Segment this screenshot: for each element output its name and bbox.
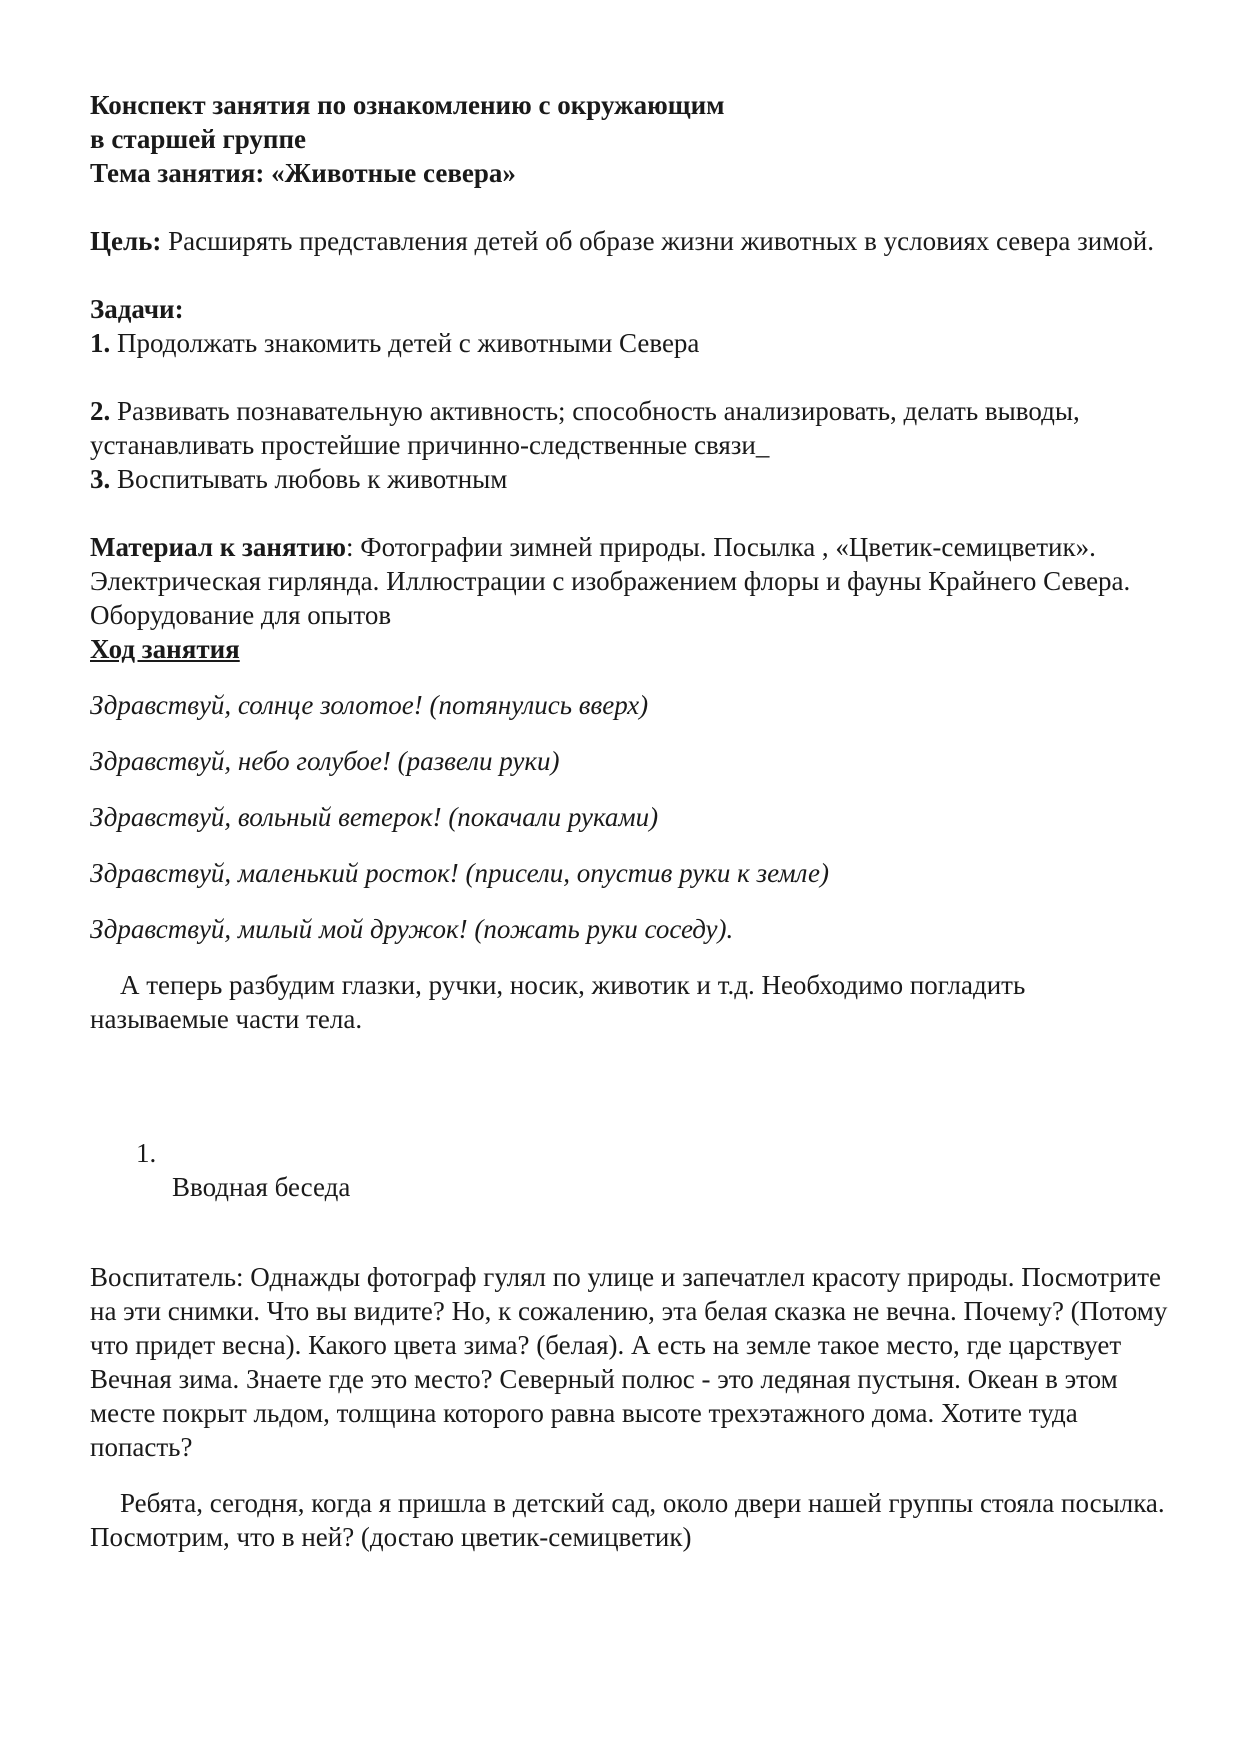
task-text: Воспитывать любовь к животным xyxy=(110,464,508,494)
document-page xyxy=(90,88,1175,1554)
greeting-line: Здравствуй, солнце золотое! (потянулись вверх) xyxy=(90,690,649,720)
material-label: Материал к занятию xyxy=(90,532,347,562)
material-text: : Фотографии зимней природы. Посылка , «Цветик-семицветик». Электрическая гирлянда. Иллюстрации с изображением флоры и фауны Крайнего Севера. Оборудование для опытов xyxy=(90,532,1138,630)
greeting-line: Здравствуй, маленький росток! (присели, опустив руки к земле) xyxy=(90,858,830,888)
greeting-line: Здравствуй, вольный ветерок! (покачали руками) xyxy=(90,802,659,832)
task-text: Развивать познавательную активность; способность анализировать, делать выводы, устанавливать простейшие причинно-следственные связи_ xyxy=(90,396,1087,460)
task-item-2 xyxy=(90,394,1170,462)
goal-label: Цель: xyxy=(90,226,162,256)
wakeup-paragraph: А теперь разбудим глазки, ручки, носик, животик и т.д. Необходимо погладить называемые части тела. xyxy=(90,970,1033,1034)
task-number: 2. xyxy=(90,396,111,426)
title-line-1: Конспект занятия по ознакомлению с окружающим xyxy=(90,90,725,120)
section-title: Вводная беседа xyxy=(172,1172,351,1202)
tasks-heading: Задачи: xyxy=(90,294,184,324)
title-line-2: в старшей группе xyxy=(90,124,307,154)
task-item-1 xyxy=(90,326,1170,360)
task-text: Продолжать знакомить детей с животными Севера xyxy=(110,328,700,358)
goal-paragraph xyxy=(90,224,1170,258)
task-item-3 xyxy=(90,462,1170,496)
greeting-line: Здравствуй, милый мой дружок! (пожать руки соседу). xyxy=(90,914,734,944)
teacher-paragraph: Воспитатель: Однажды фотограф гулял по улице и запечатлел красоту природы. Посмотрите на эти снимки. Что вы видите? Но, к сожалению, эта белая сказка не вечна. Почему? (Потому что придет весна). Какого цвета зима? (белая). А есть на земле такое место, где царствует Вечная зима. Знаете где это место? Северный полюс - это ледяная пустыня. Океан в этом месте покрыт льдом, толщина которого равна высоте трехэтажного дома. Хотите туда попасть? xyxy=(90,1262,1175,1462)
kids-paragraph: Ребята, сегодня, когда я пришла в детский сад, около двери нашей группы стояла посылка. Посмотрим, что в ней? (достаю цветик-семицветик) xyxy=(90,1488,1172,1552)
task-number: 1. xyxy=(90,328,111,358)
section-number: 1. xyxy=(136,1138,157,1168)
greeting-line: Здравствуй, небо голубое! (развели руки) xyxy=(90,746,560,776)
topic-line: Тема занятия: «Животные севера» xyxy=(90,158,516,188)
task-number: 3. xyxy=(90,464,111,494)
course-heading: Ход занятия xyxy=(90,634,240,664)
material-paragraph xyxy=(90,530,1170,632)
goal-text: Расширять представления детей об образе жизни животных в условиях севера зимой. xyxy=(161,226,1154,256)
